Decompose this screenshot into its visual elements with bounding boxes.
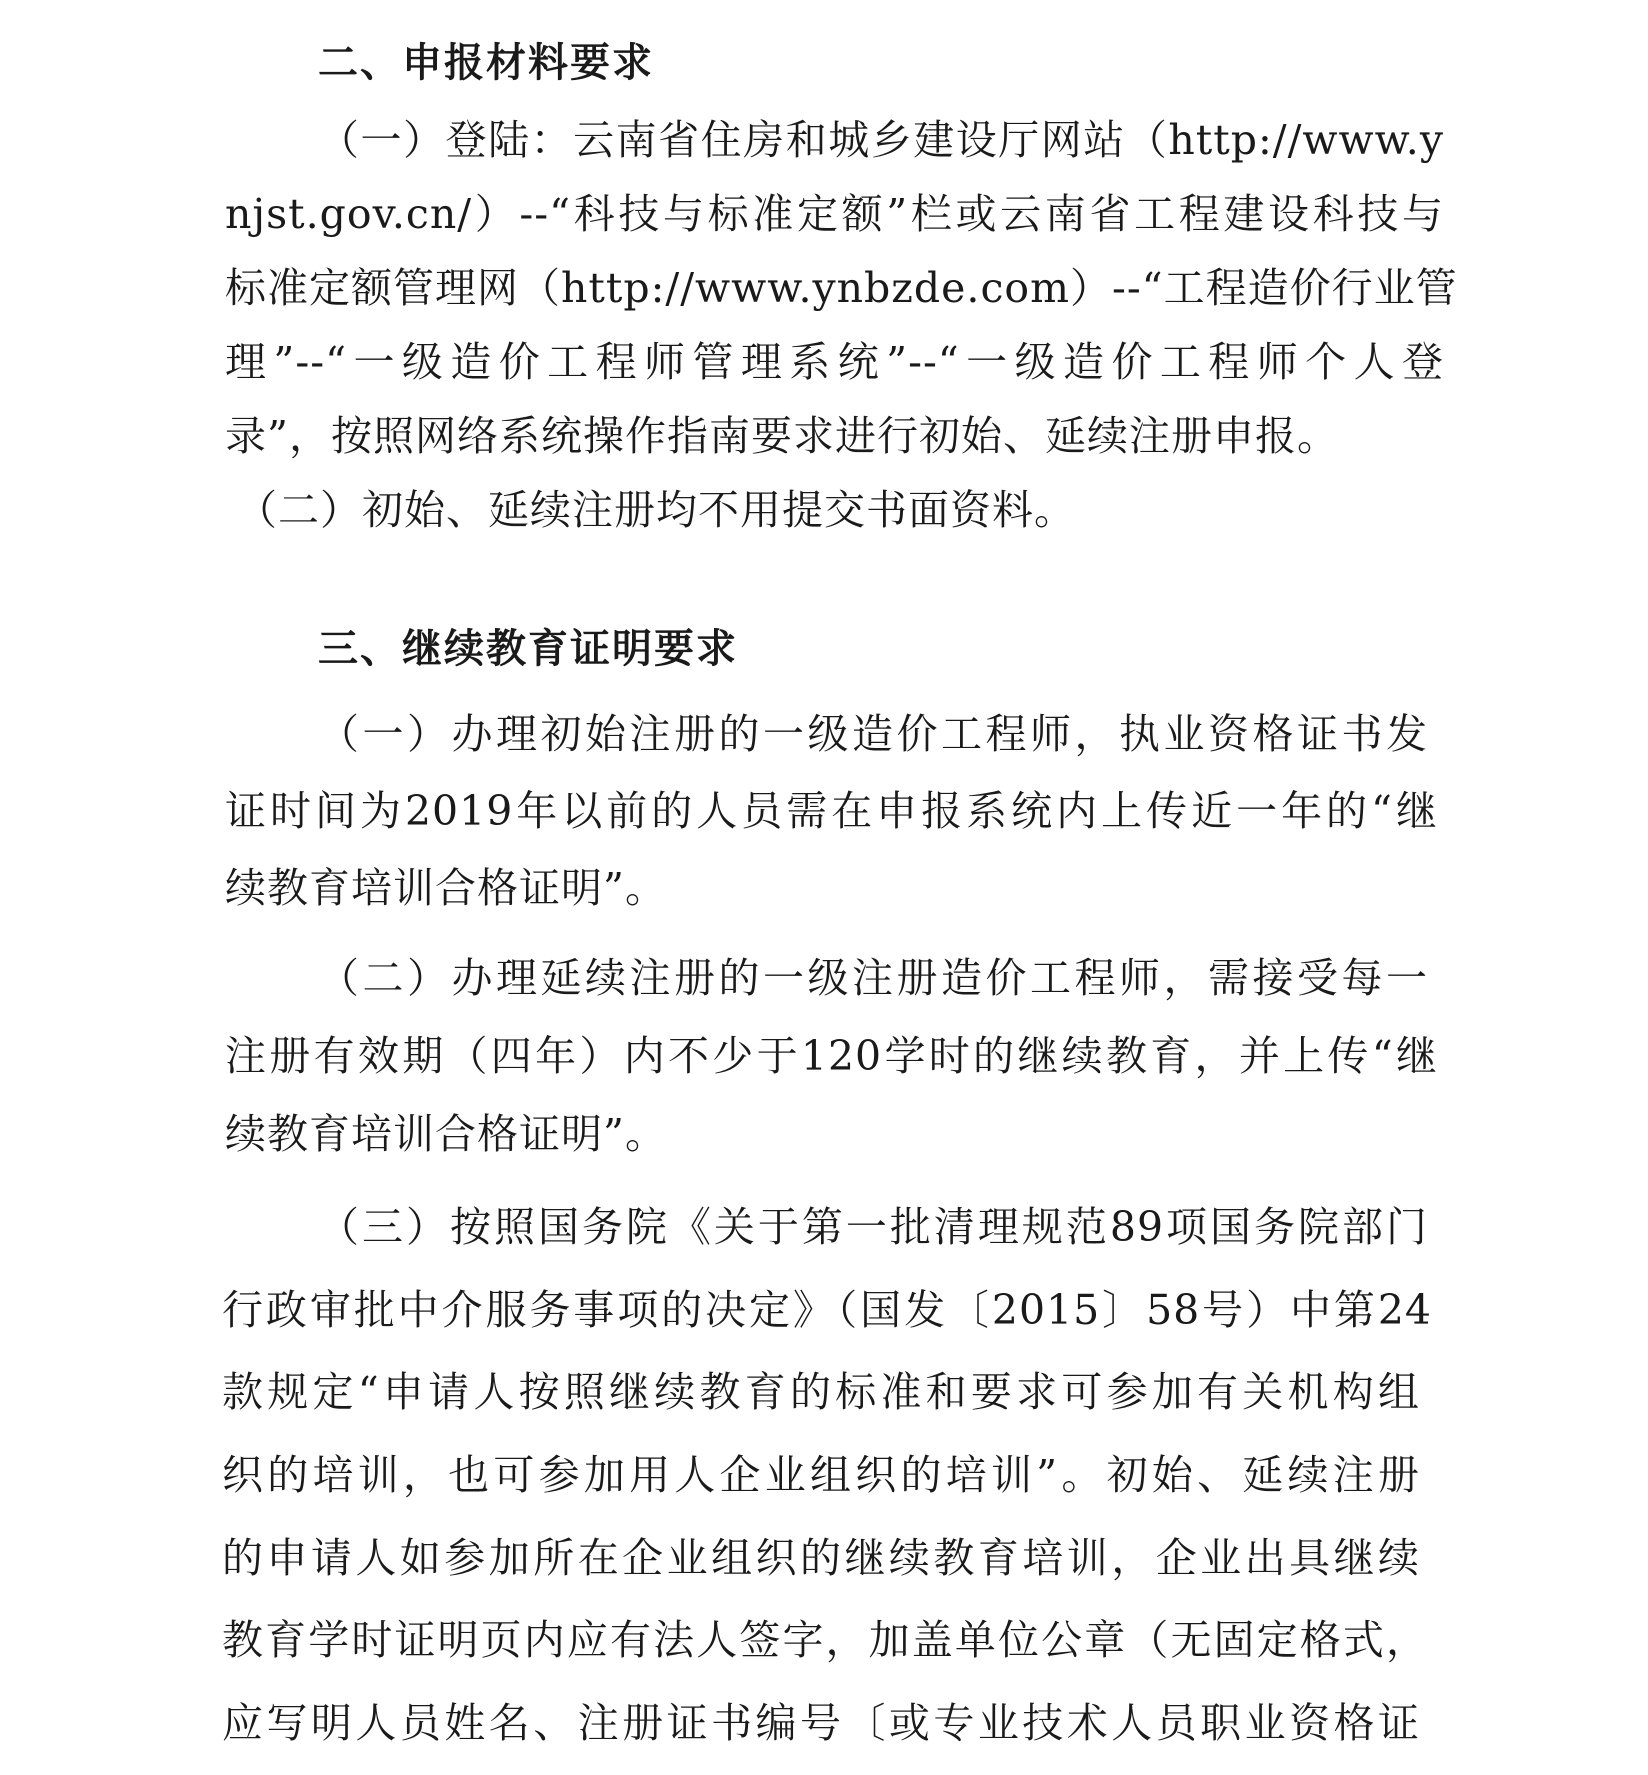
paragraph-line: 理”--“一级造价工程师管理系统”--“一级造价工程师个人登 [225, 338, 1444, 386]
paragraph-line: （二）办理延续注册的一级注册造价工程师，需接受每一 [318, 954, 1428, 1002]
paragraph-line: 行政审批中介服务事项的决定》（国发〔2015〕58号）中第24 [222, 1286, 1432, 1334]
paragraph-line: 织的培训，也可参加用人企业组织的培训”。初始、延续注册 [222, 1451, 1420, 1499]
paragraph-line: 标准定额管理网（http://www.ynbzde.com）--“工程造价行业管 [225, 264, 1458, 312]
paragraph-line: 的申请人如参加所在企业组织的继续教育培训，企业出具继续 [222, 1534, 1420, 1582]
paragraph-line: njst.gov.cn/）--“科技与标准定额”栏或云南省工程建设科技与 [225, 190, 1444, 238]
paragraph-line: 录”，按照网络系统操作指南要求进行初始、延续注册申报。 [225, 412, 1339, 460]
paragraph-line: （三）按照国务院《关于第一批清理规范89项国务院部门 [318, 1203, 1428, 1251]
paragraph-line: 续教育培训合格证明”。 [225, 864, 667, 912]
paragraph-line: 续教育培训合格证明”。 [225, 1110, 667, 1158]
paragraph-line: 注册有效期（四年）内不少于120学时的继续教育，并上传“继 [225, 1032, 1438, 1080]
paragraph-line: 教育学时证明页内应有法人签字，加盖单位公章（无固定格式， [222, 1616, 1428, 1664]
paragraph-line: （一）办理初始注册的一级造价工程师，执业资格证书发 [318, 710, 1428, 758]
section-heading-application-materials: 二、申报材料要求 [318, 40, 654, 86]
paragraph-line: （二）初始、延续注册均不用提交书面资料。 [236, 486, 1076, 534]
section-heading-continuing-education: 三、继续教育证明要求 [318, 626, 738, 672]
paragraph-line: 款规定“申请人按照继续教育的标准和要求可参加有关机构组 [222, 1368, 1420, 1416]
paragraph-line: （一）登陆：云南省住房和城乡建设厅网站（http://www.y [318, 116, 1444, 164]
paragraph-line: 应写明人员姓名、注册证书编号〔或专业技术人员职业资格证 [222, 1699, 1420, 1747]
paragraph-line: 证时间为2019年以前的人员需在申报系统内上传近一年的“继 [225, 787, 1438, 835]
